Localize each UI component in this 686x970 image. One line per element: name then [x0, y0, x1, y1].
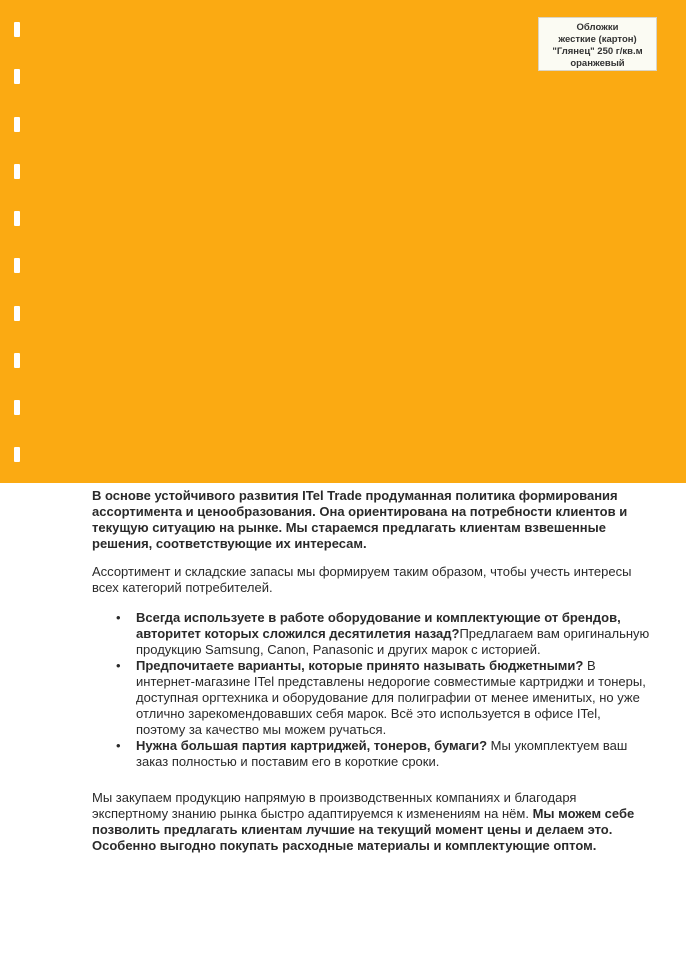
binding-hole	[14, 117, 20, 132]
binding-hole	[14, 69, 20, 84]
binding-hole	[14, 400, 20, 415]
article-body	[92, 488, 652, 854]
binding-hole	[14, 164, 20, 179]
intro-paragraph: В основе устойчивого развития ITel Trade продуманная политика формирования ассортимента и ценообразования. Она ориентирована на потребности клиентов и текущую ситуацию на рынке. Мы стараемся предлагать клиентам взвешенные решения, соответствующие их интересам.	[92, 488, 628, 551]
bullet-icon: •	[116, 738, 121, 753]
bullet-icon: •	[116, 658, 121, 673]
closing-text: Мы закупаем продукцию напрямую в производственных компаниях и благодаря экспертному знанию рынка быстро адаптируемся к изменениям на нём.	[92, 790, 577, 821]
binding-hole	[14, 353, 20, 368]
list-item	[116, 738, 652, 770]
binding-hole	[14, 447, 20, 462]
assortment-paragraph: Ассортимент и складские запасы мы формируем таким образом, чтобы учесть интересы всех категорий потребителей.	[92, 564, 632, 595]
list-item-question: Нужна большая партия картриджей, тонеров, бумаги?	[136, 738, 488, 753]
label-line: Обложки	[576, 22, 619, 33]
binding-hole	[14, 258, 20, 273]
list-item	[116, 610, 652, 658]
orange-cover-sample	[0, 0, 686, 483]
bullet-list	[92, 610, 652, 770]
label-line: жесткие (картон)	[558, 34, 637, 45]
binding-hole	[14, 211, 20, 226]
list-item	[116, 658, 652, 738]
binding-hole	[14, 22, 20, 37]
label-line: "Глянец" 250 г/кв.м	[552, 46, 643, 57]
closing-bold-text: Мы можем себе позволить предлагать клиентам лучшие на текущий момент цены и делаем это. Особенно выгодно покупать расходные материалы и комплектующие оптом.	[92, 806, 635, 853]
bullet-icon: •	[116, 610, 121, 625]
closing-paragraph	[92, 790, 652, 854]
list-item-text: Предлагаем вам оригинальную продукцию Samsung, Canon, Panasonic и других марок с историей.	[136, 626, 650, 657]
list-item-question: Всегда используете в работе оборудование и комплектующие от брендов, авторитет которых сложился десятилетия назад?	[136, 610, 621, 641]
list-item-text: В интернет-магазине ITel представлены недорогие совместимые картриджи и тонеры, доступная оргтехника и оборудование для полиграфии от менее именитых, но уже отлично зарекомендовавших себя марок. Всё это используется в офисе ITel, поэтому за качество мы можем ручаться.	[136, 658, 646, 737]
binding-hole	[14, 306, 20, 321]
product-label	[538, 17, 657, 71]
label-line: оранжевый	[570, 58, 625, 69]
list-item-text: Мы укомплектуем ваш заказ полностью и поставим его в короткие сроки.	[136, 738, 628, 769]
list-item-question: Предпочитаете варианты, которые принято называть бюджетными?	[136, 658, 584, 673]
